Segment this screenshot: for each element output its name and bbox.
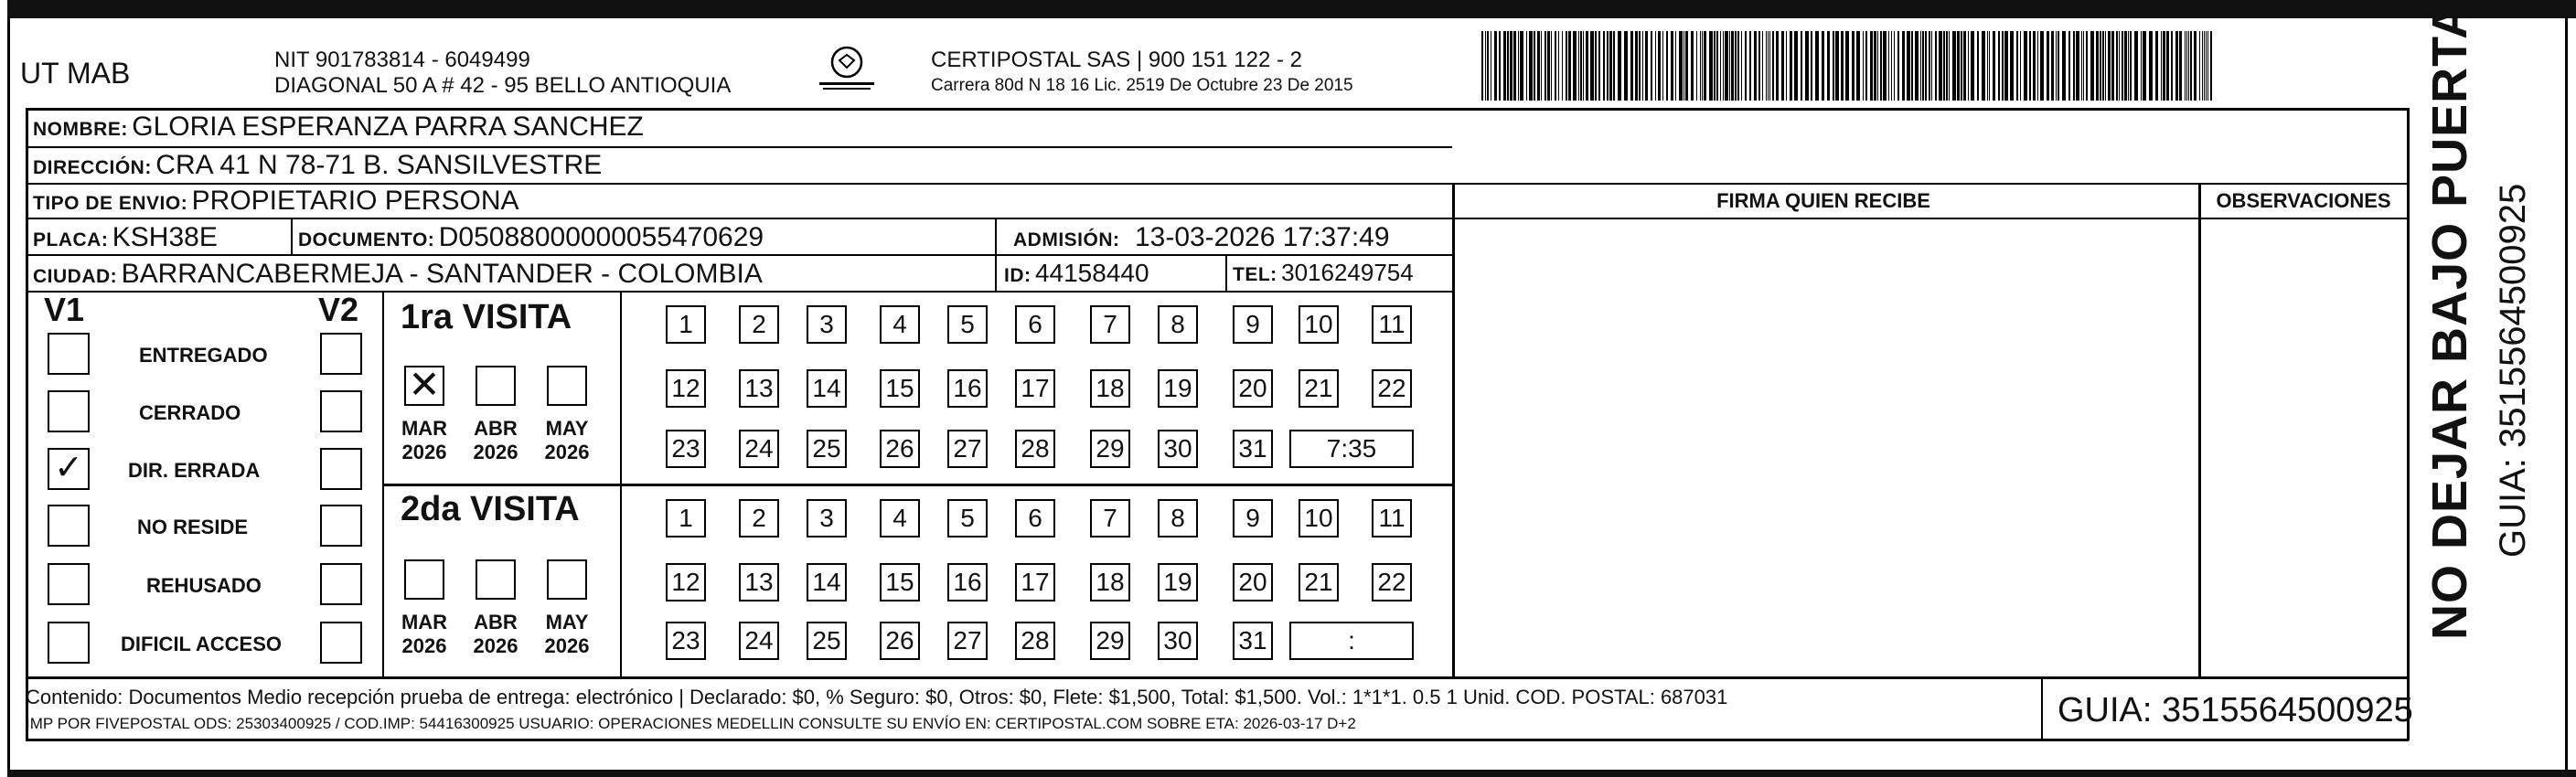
visita1-day-box[interactable]: 13 bbox=[739, 369, 779, 408]
visita2-day-box[interactable]: 17 bbox=[1015, 563, 1055, 601]
ciudad-label: CIUDAD: bbox=[33, 266, 118, 287]
rule bbox=[26, 739, 2409, 741]
visita2-month-checkbox[interactable] bbox=[547, 559, 587, 600]
company-info bbox=[274, 48, 731, 99]
v2-checkbox[interactable] bbox=[320, 622, 362, 664]
visita1-day-box[interactable]: 11 bbox=[1372, 305, 1412, 344]
visita2-day-box[interactable]: 4 bbox=[880, 499, 920, 538]
nombre-value: GLORIA ESPERANZA PARRA SANCHEZ bbox=[132, 112, 644, 142]
visita2-day-box[interactable]: 16 bbox=[947, 563, 988, 601]
v1-checkbox[interactable]: ✓ bbox=[48, 448, 90, 490]
v1-checkbox[interactable] bbox=[48, 505, 90, 547]
rule bbox=[26, 291, 1452, 293]
visita1-day-box[interactable]: 16 bbox=[947, 369, 988, 408]
visita2-day-box[interactable]: 2 bbox=[739, 499, 779, 538]
visita2-day-box[interactable]: 21 bbox=[1299, 563, 1339, 601]
visita2-month-label: MAY bbox=[545, 611, 589, 633]
v2-checkbox[interactable] bbox=[320, 333, 362, 375]
rule bbox=[26, 146, 1452, 148]
firma-header: FIRMA QUIEN RECIBE bbox=[1716, 189, 1930, 212]
admision-row bbox=[1013, 222, 1390, 253]
address-text: DIAGONAL 50 A # 42 - 95 BELLO ANTIOQUIA bbox=[274, 73, 732, 98]
rule bbox=[2041, 676, 2043, 740]
rule bbox=[26, 254, 1452, 256]
visita1-day-box[interactable]: 4 bbox=[880, 305, 920, 344]
visita2-title: 2da VISITA bbox=[401, 490, 580, 528]
visita1-year-label: 2026 bbox=[544, 441, 590, 463]
status-label: NO RESIDE bbox=[137, 516, 249, 538]
visita1-day-box[interactable]: 5 bbox=[947, 305, 988, 344]
visita1-day-box[interactable]: 31 bbox=[1233, 430, 1273, 468]
rule bbox=[995, 218, 997, 291]
documento-row bbox=[298, 222, 764, 253]
barcode bbox=[1481, 31, 2213, 101]
visita2-day-box[interactable]: 5 bbox=[947, 499, 988, 538]
v1-label: V1 bbox=[44, 291, 85, 328]
rule bbox=[26, 183, 2409, 185]
visita1-day-box[interactable]: 23 bbox=[666, 430, 706, 468]
visita1-month-label: ABR bbox=[474, 417, 518, 440]
visita2-day-box[interactable]: 28 bbox=[1015, 622, 1055, 660]
rule bbox=[2407, 108, 2410, 679]
visita1-day-box[interactable]: 10 bbox=[1299, 305, 1339, 344]
rule bbox=[26, 108, 28, 679]
certipostal-info bbox=[931, 48, 1353, 99]
documento-label: DOCUMENTO: bbox=[298, 229, 435, 250]
tel-label: TEL: bbox=[1233, 264, 1277, 285]
visita2-day-box[interactable]: 23 bbox=[666, 622, 706, 660]
id-value: 44158440 bbox=[1034, 259, 1149, 287]
visita2-day-box[interactable]: 22 bbox=[1372, 563, 1412, 601]
visita1-day-box[interactable]: 1 bbox=[666, 305, 706, 344]
observaciones-header: OBSERVACIONES bbox=[2216, 189, 2391, 212]
v1-checkbox[interactable] bbox=[48, 622, 90, 664]
visita2-day-box[interactable]: 29 bbox=[1090, 622, 1130, 660]
tipo-label: TIPO DE ENVIO: bbox=[33, 193, 188, 214]
nombre-row bbox=[33, 112, 644, 143]
visita2-month-label: ABR bbox=[474, 611, 518, 633]
visita1-time-box[interactable]: 7:35 bbox=[1289, 430, 1414, 468]
visita2-day-box[interactable]: 1 bbox=[666, 499, 706, 538]
visita2-day-box[interactable]: 14 bbox=[807, 563, 847, 601]
visita1-day-box[interactable]: 27 bbox=[947, 430, 988, 468]
visita2-day-box[interactable]: 15 bbox=[880, 563, 920, 601]
visita1-month-checkbox[interactable] bbox=[547, 366, 587, 406]
visita1-month-checkbox[interactable] bbox=[476, 366, 516, 406]
tipo-row bbox=[33, 186, 519, 217]
visita2-day-box[interactable]: 3 bbox=[807, 499, 847, 538]
visita1-year-label: 2026 bbox=[401, 441, 447, 463]
visita1-day-box[interactable]: 7 bbox=[1090, 305, 1130, 344]
rule bbox=[26, 218, 2409, 219]
visita1-month-label: MAY bbox=[545, 417, 589, 440]
side-guia: GUIA: 3515564500925 bbox=[2493, 183, 2533, 558]
side-warning: NO DEJAR BAJO PUERTA bbox=[2422, 2, 2477, 640]
admision-label: ADMISIÓN: bbox=[1013, 229, 1120, 250]
id-row bbox=[1004, 259, 1149, 288]
visita2-day-box[interactable]: 31 bbox=[1233, 622, 1273, 660]
visita1-day-box[interactable]: 15 bbox=[880, 369, 920, 408]
visita2-day-box[interactable]: 20 bbox=[1233, 563, 1273, 601]
visita2-time-box[interactable]: : bbox=[1289, 622, 1414, 660]
visita2-day-box[interactable]: 6 bbox=[1015, 499, 1055, 538]
visita2-day-box[interactable]: 13 bbox=[739, 563, 779, 601]
v2-checkbox[interactable] bbox=[320, 563, 362, 605]
nit-text: NIT 901783814 - 6049499 bbox=[274, 48, 530, 72]
rule bbox=[1452, 183, 1455, 676]
visita2-day-box[interactable]: 18 bbox=[1090, 563, 1130, 601]
certipostal-address: Carrera 80d N 18 16 Lic. 2519 De Octubre 23 De 2015 bbox=[931, 76, 1353, 95]
tipo-value: PROPIETARIO PERSONA bbox=[191, 186, 519, 216]
visita1-day-box[interactable]: 2 bbox=[739, 305, 779, 344]
visita2-year-label: 2026 bbox=[473, 634, 518, 657]
v1-checkbox[interactable] bbox=[48, 563, 90, 605]
visita1-month-label: MAR bbox=[401, 417, 448, 440]
visita2-day-box[interactable]: 26 bbox=[880, 622, 920, 660]
visita1-day-box[interactable]: 6 bbox=[1015, 305, 1055, 344]
visita1-day-box[interactable]: 14 bbox=[807, 369, 847, 408]
ciudad-value: BARRANCABERMEJA - SANTANDER - COLOMBIA bbox=[121, 259, 763, 289]
rule bbox=[1225, 254, 1227, 291]
bottom-border bbox=[7, 770, 2576, 777]
rule bbox=[2198, 183, 2201, 676]
visita2-day-box[interactable]: 8 bbox=[1158, 499, 1198, 538]
visita2-day-box[interactable]: 27 bbox=[947, 622, 988, 660]
visita2-day-box[interactable]: 30 bbox=[1158, 622, 1198, 660]
rule bbox=[26, 676, 2409, 679]
visita2-day-box[interactable]: 9 bbox=[1233, 499, 1273, 538]
visita2-year-label: 2026 bbox=[401, 634, 447, 657]
visita1-day-box[interactable]: 19 bbox=[1158, 369, 1198, 408]
placa-label: PLACA: bbox=[33, 229, 109, 250]
visita2-month-label: MAR bbox=[401, 611, 448, 633]
visita1-day-box[interactable]: 29 bbox=[1090, 430, 1130, 468]
v1-checkbox[interactable] bbox=[48, 390, 90, 432]
certipostal-logo-icon bbox=[814, 44, 880, 95]
visita1-day-box[interactable]: 26 bbox=[880, 430, 920, 468]
status-label: CERRADO bbox=[139, 401, 241, 424]
visita1-day-box[interactable]: 18 bbox=[1090, 369, 1130, 408]
visita2-year-label: 2026 bbox=[544, 634, 590, 657]
status-label: ENTREGADO bbox=[139, 344, 268, 367]
footer-guia: GUIA: 3515564500925 bbox=[2058, 691, 2413, 729]
visita1-day-box[interactable]: 9 bbox=[1233, 305, 1273, 344]
visita2-day-box[interactable]: 19 bbox=[1158, 563, 1198, 601]
direccion-row bbox=[33, 150, 602, 181]
visita2-day-box[interactable]: 24 bbox=[739, 622, 779, 660]
certipostal-text: CERTIPOSTAL SAS | 900 151 122 - 2 bbox=[931, 48, 1302, 72]
v1-checkbox[interactable] bbox=[48, 333, 90, 375]
visita2-month-checkbox[interactable] bbox=[476, 559, 516, 600]
footer-contenido: Contenido: Documentos Medio recepción prueba de entrega: electrónico | Declarado: $0, % Seguro: $0, Otros: $0, Flete: $1,500, Total: $1,500. Vol.: 1*1*1. 0.5 1 Unid. COD. POSTAL: 687031 bbox=[26, 686, 1728, 708]
visita1-day-box[interactable]: 24 bbox=[739, 430, 779, 468]
visita1-day-box[interactable]: 17 bbox=[1015, 369, 1055, 408]
visita2-day-box[interactable]: 11 bbox=[1372, 499, 1412, 538]
visita2-month-checkbox[interactable] bbox=[404, 559, 444, 600]
v2-checkbox[interactable] bbox=[320, 390, 362, 432]
visita1-day-box[interactable]: 22 bbox=[1372, 369, 1412, 408]
placa-row bbox=[33, 222, 218, 253]
ciudad-row bbox=[33, 259, 763, 290]
status-label: DIFICIL ACCESO bbox=[121, 633, 283, 655]
footer-impresion: IMP POR FIVEPOSTAL ODS: 25303400925 / COD.IMP: 54416300925 USUARIO: OPERACIONES MEDELLIN CONSULTE SU ENVÍO EN: CERTIPOSTAL.COM SOBRE ETA: 2026-03-17 D+2 bbox=[26, 715, 1356, 732]
tel-value: 3016249754 bbox=[1281, 259, 1414, 286]
top-border bbox=[7, 0, 2576, 18]
visita1-title: 1ra VISITA bbox=[401, 298, 572, 336]
visita1-day-box[interactable]: 30 bbox=[1158, 430, 1198, 468]
visita1-day-box[interactable]: 20 bbox=[1233, 369, 1273, 408]
rule bbox=[382, 484, 1452, 486]
visita1-day-box[interactable]: 25 bbox=[807, 430, 847, 468]
visita1-month-checkbox[interactable]: ✕ bbox=[404, 366, 444, 406]
tel-row bbox=[1233, 259, 1414, 287]
nombre-label: NOMBRE: bbox=[33, 119, 128, 140]
visita1-year-label: 2026 bbox=[473, 441, 518, 463]
rule bbox=[26, 108, 2409, 111]
v2-checkbox[interactable] bbox=[320, 505, 362, 547]
visita1-day-box[interactable]: 28 bbox=[1015, 430, 1055, 468]
visita2-day-box[interactable]: 10 bbox=[1299, 499, 1339, 538]
status-label: DIR. ERRADA bbox=[128, 459, 261, 482]
direccion-value: CRA 41 N 78-71 B. SANSILVESTRE bbox=[155, 150, 603, 180]
admision-value: 13-03-2026 17:37:49 bbox=[1134, 222, 1390, 252]
v2-checkbox[interactable] bbox=[320, 448, 362, 490]
status-label: REHUSADO bbox=[146, 574, 262, 597]
direccion-label: DIRECCIÓN: bbox=[33, 157, 152, 178]
visita2-day-box[interactable]: 25 bbox=[807, 622, 847, 660]
id-label: ID: bbox=[1004, 265, 1031, 286]
rule bbox=[291, 218, 293, 256]
placa-value: KSH38E bbox=[112, 222, 218, 252]
visita1-day-box[interactable]: 3 bbox=[807, 305, 847, 344]
documento-value: D05088000000055470629 bbox=[438, 222, 764, 252]
v2-label: V2 bbox=[318, 291, 359, 328]
visita1-day-box[interactable]: 21 bbox=[1299, 369, 1339, 408]
visita2-day-box[interactable]: 7 bbox=[1090, 499, 1130, 538]
company-name: UT MAB bbox=[20, 57, 131, 90]
visita1-day-box[interactable]: 8 bbox=[1158, 305, 1198, 344]
visita1-day-box[interactable]: 12 bbox=[666, 369, 706, 408]
visita2-day-box[interactable]: 12 bbox=[666, 563, 706, 601]
